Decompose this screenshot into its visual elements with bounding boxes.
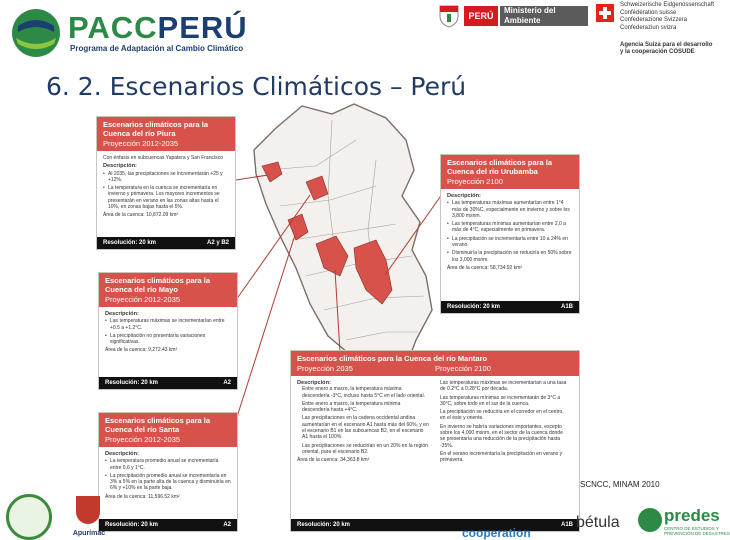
card-mayo-bullet: • Las temperaturas máximas se incrementarían entre +0.5 a +1.2°C. bbox=[105, 318, 231, 331]
card-mantaro-area: Área de la cuenca: 34,363.8 km² bbox=[297, 457, 370, 464]
card-urubamba-period: Proyección 2100 bbox=[447, 177, 503, 186]
minam-peru-label: PERÚ bbox=[464, 6, 498, 26]
card-mantaro-bullet: Las precipitaciones se reducirían en un 20% en la región oriental, para el escenario B2. bbox=[302, 442, 428, 455]
card-piura bbox=[96, 116, 236, 250]
card-santa-footer bbox=[99, 519, 237, 531]
card-urubamba-resolution: Resolución: 20 km bbox=[447, 304, 501, 310]
card-urubamba-footer bbox=[441, 301, 579, 313]
regional-seal-logo bbox=[6, 494, 52, 540]
card-santa-bullet: • La precipitación promedio anual se incrementaría en 3% a 5% en la parte alta de la cuenca y disminuiría en 6% y +10% en la parte baja. bbox=[105, 473, 231, 492]
card-santa-resolution: Resolución: 20 km bbox=[105, 522, 159, 528]
card-piura-label: Descripción: bbox=[103, 163, 137, 170]
card-mayo bbox=[98, 272, 238, 390]
card-mayo-period: Proyección 2012-2035 bbox=[105, 295, 181, 304]
card-urubamba-code: A1B bbox=[560, 304, 573, 310]
card-santa-code: A2 bbox=[223, 522, 231, 528]
card-santa-label: Descripción: bbox=[105, 451, 139, 457]
card-mantaro-bullet: Entre enero a marzo, la temperatura mínima descendería hasta +4°C. bbox=[302, 400, 401, 414]
card-santa-period: Proyección 2012-2035 bbox=[105, 435, 181, 444]
card-mayo-body bbox=[99, 307, 237, 358]
card-urubamba-area: Área de la cuenca: 58,734.92 km² bbox=[447, 264, 523, 271]
card-piura-note: Con énfasis en subcuencas Yapatera y San Francisco bbox=[103, 155, 223, 161]
card-mayo-title: Escenarios climáticos para la Cuenca del río Mayo bbox=[105, 276, 211, 294]
card-piura-header bbox=[97, 117, 235, 151]
card-piura-code: A2 y B2 bbox=[206, 240, 229, 246]
minam-ministry-label: Ministerio del Ambiente bbox=[500, 6, 588, 26]
card-santa-header bbox=[99, 413, 237, 447]
apurimac-shield-icon bbox=[76, 496, 100, 524]
card-piura-footer bbox=[97, 237, 235, 249]
card-santa-bullet: • La temperatura promedio anual se incrementaría entre 0.6 y 1°C. bbox=[105, 458, 231, 471]
card-mayo-footer bbox=[99, 377, 237, 389]
card-urubamba bbox=[440, 154, 580, 314]
card-urubamba-bullet: • Las temperaturas mínimas aumentarían entre 2,0 a más de 4°C, especialmente en primavera. bbox=[447, 221, 573, 234]
card-urubamba-bullet: • La precipitación se incrementaría entre 10 a 24% en verano. bbox=[447, 236, 573, 249]
card-piura-title: Escenarios climáticos para la Cuenca del río Piura bbox=[103, 120, 209, 138]
card-mantaro-bullet: Las precipitaciones en la cadena occidental andina aumentarían en el escenario A1 hasta más del 60%, y en el escenario B1 en las subcuencas B2, en el escenario A1 hasta el 100%. bbox=[302, 415, 429, 441]
card-mantaro-bullet: En invierno se habría variaciones importantes, excepto sobre los 4,000 msnm, en el sector de la cuenca donde se presentaría una reducción de la precipitación hasta -35%. bbox=[440, 423, 563, 449]
swiss-confederation-lines: Schweizerische Eidgenossenschaft Confédération suisse Confederazione Svizzera Confederaziun svizra bbox=[620, 2, 715, 31]
card-mantaro bbox=[290, 350, 580, 532]
pacc-subtitle: Programa de Adaptación al Cambio Climático bbox=[70, 44, 244, 53]
card-mantaro-label: Descripción: bbox=[297, 380, 331, 386]
card-piura-area: Área de la cuenca: 10,872.09 km² bbox=[103, 212, 179, 219]
predes-subtitle: CENTRO DE ESTUDIOS Y PREVENCIÓN DE DESASTRES bbox=[664, 526, 730, 536]
card-urubamba-bullet: • Las temperaturas máximas aumentarían entre 1°4 más de 30%C, especialmente en invierno y sobre los 3,800 msnm. bbox=[447, 200, 573, 219]
card-mantaro-code: A1B bbox=[560, 522, 573, 528]
card-mantaro-bullet: Las temperaturas mínimas se incrementarán de 3°C a 30°C, sobre todo en el sur de la cuenca. bbox=[440, 394, 561, 407]
slide-title: 6. 2. Escenarios Climáticos – Perú bbox=[46, 72, 467, 101]
swiss-agency-lines: Agencia Suiza para el desarrollo y la cooperación COSUDE bbox=[620, 42, 713, 55]
card-urubamba-bullet: • Disminuiría la precipitación se reduciría en 50% sobre los 3,000 msnm. bbox=[447, 250, 573, 263]
card-mantaro-bullet: La precipitación se reduciría en el corredor en el centro, en el este y oriente. bbox=[440, 409, 564, 422]
card-mantaro-period-right: Proyección 2100 bbox=[435, 364, 491, 373]
betula-logo: bétula bbox=[576, 514, 620, 531]
card-piura-bullet: • Al 2035, las precipitaciones se incrementarán +25 y +12%. bbox=[103, 171, 229, 184]
card-santa bbox=[98, 412, 238, 532]
card-piura-resolution: Resolución: 20 km bbox=[103, 240, 157, 246]
cooperation-logo: cooperation bbox=[462, 526, 531, 540]
card-urubamba-label: Descripción: bbox=[447, 193, 481, 199]
card-mayo-header bbox=[99, 273, 237, 307]
card-mantaro-header bbox=[291, 351, 579, 376]
card-mantaro-col-right bbox=[435, 380, 573, 466]
card-piura-bullet: • La temperatura en la cuenca se incrementaría en invierno y primavera. Los mayores incrementos se presentarán en verano en las zonas altas hasta el 10%, en zonas bajas hasta el 5%. bbox=[103, 185, 229, 210]
card-piura-body bbox=[97, 151, 235, 223]
apurimac-logo bbox=[64, 496, 114, 540]
card-mantaro-col-left bbox=[297, 380, 435, 466]
card-mantaro-title: Escenarios climáticos para la Cuenca del río Mantaro bbox=[297, 354, 488, 363]
card-piura-period: Proyección 2012-2035 bbox=[103, 139, 179, 148]
card-urubamba-body bbox=[441, 189, 579, 275]
card-mantaro-resolution: Resolución: 20 km bbox=[297, 522, 351, 528]
card-santa-body bbox=[99, 447, 237, 504]
source-note: SCNCC, MINAM 2010 bbox=[580, 480, 660, 489]
card-mayo-label: Descripción: bbox=[105, 311, 139, 317]
card-urubamba-header bbox=[441, 155, 579, 189]
predes-logo bbox=[638, 506, 730, 540]
predes-wordmark: predes bbox=[664, 506, 720, 525]
card-mantaro-bullet: En el verano incrementaría la precipitación en verano y primavera. bbox=[440, 450, 563, 464]
card-urubamba-title: Escenarios climáticos para la Cuenca del río Urubamba bbox=[447, 158, 553, 176]
card-santa-area: Área de la cuenca: 11,596.52 km² bbox=[105, 493, 180, 500]
card-santa-title: Escenarios climáticos para la Cuenca del río Santa bbox=[105, 416, 211, 434]
card-mantaro-bullet: Entre enero a marzo, la temperatura máxima descendería -3°C, incluso hasta 5°C en el lado oriental. bbox=[302, 386, 425, 399]
card-mantaro-footer bbox=[291, 519, 579, 531]
card-mantaro-period-left: Proyección 2035 bbox=[297, 364, 353, 373]
card-mayo-area: Área de la cuenca: 9,272.43 km² bbox=[105, 347, 178, 354]
card-mantaro-bullet: Las temperaturas máximas se incrementarían a una tasa de 0.2°C a 0.28°C por década. bbox=[440, 380, 567, 393]
pacc-wordmark: PACCPERÚ bbox=[68, 10, 248, 45]
card-mayo-bullet: • La precipitación no presentaría variaciones significativas. bbox=[105, 333, 231, 346]
apurimac-label: Apurímac bbox=[72, 530, 106, 537]
card-mayo-resolution: Resolución: 20 km bbox=[105, 380, 159, 386]
predes-circle-icon bbox=[638, 508, 662, 532]
card-mayo-code: A2 bbox=[223, 380, 231, 386]
card-mantaro-body bbox=[291, 376, 579, 470]
